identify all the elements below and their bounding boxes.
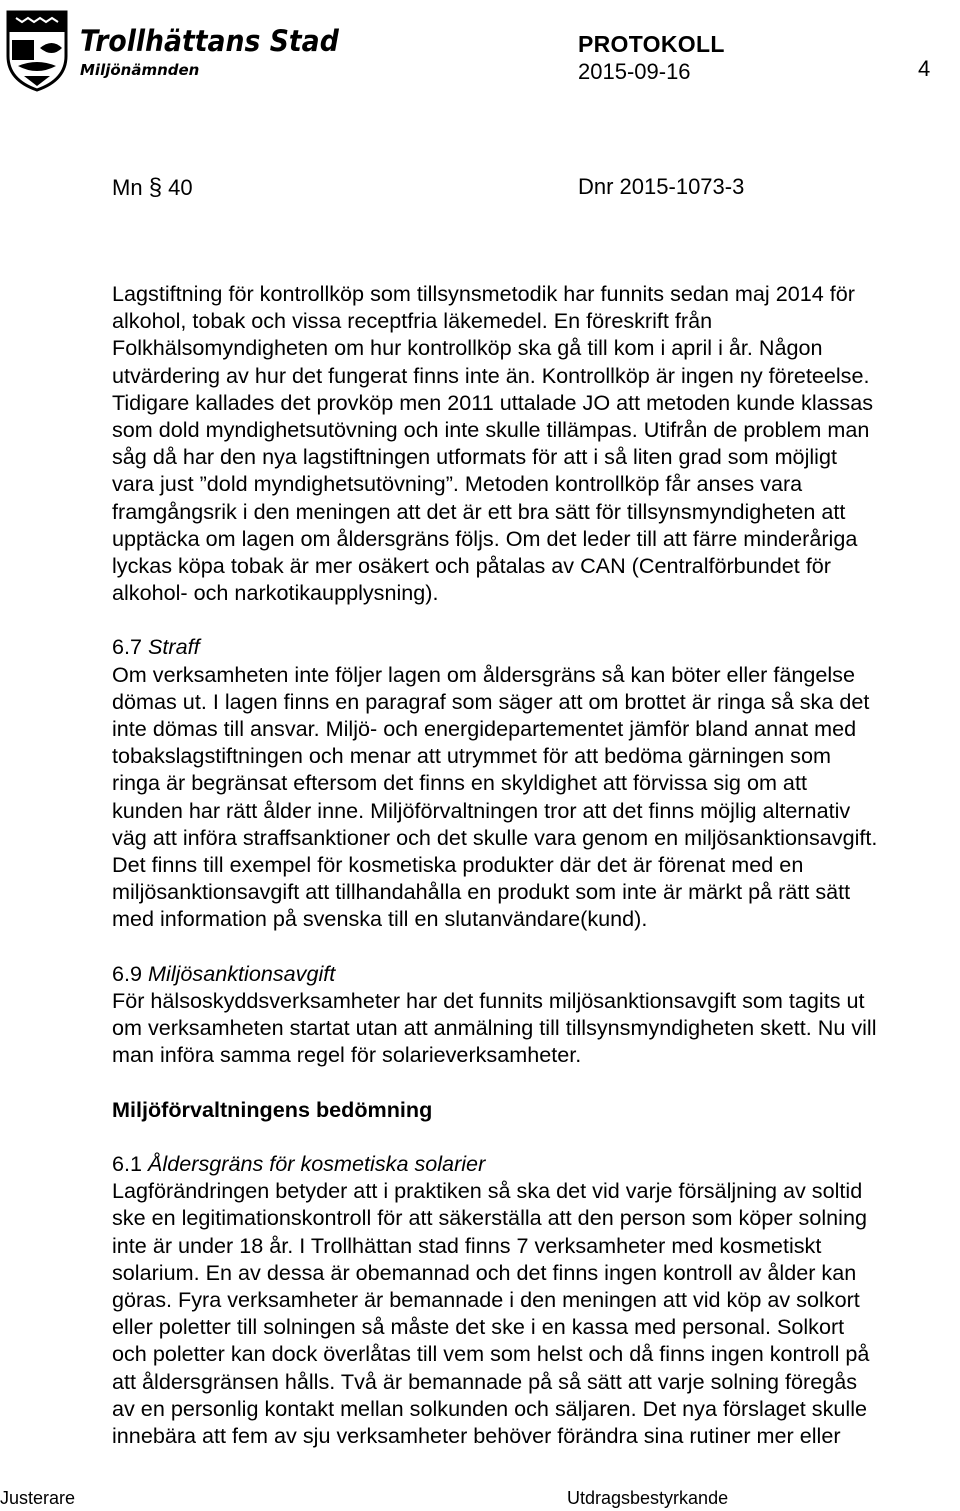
heading-title: Åldersgräns för kosmetiska solarier: [148, 1151, 486, 1176]
text-line: Tidigare kallades det provköp men 2011 uttalade JO att metoden kunde klassas: [112, 389, 874, 415]
text-line: av en personlig kontakt mellan solkunden och säljaren. Det nya förslaget skulle: [112, 1395, 868, 1421]
municipality-crest-logo: [4, 4, 70, 92]
text-line: man införa samma regel för solarieverksamheter.: [112, 1042, 582, 1068]
meeting-prefix: Mn: [112, 175, 143, 200]
heading-straff: [112, 633, 960, 660]
footer-utdragsbestyrkande: Utdragsbestyrkande: [567, 1488, 729, 1508]
text-line: kunden har rätt ålder inne. Miljöförvaltningen tror att det finns möjlig alternativ: [112, 797, 851, 823]
document-type: PROTOKOLL: [578, 31, 725, 57]
paragraph-miljosanktionsavgift: [112, 987, 960, 1069]
dnr-reference: Dnr 2015-1073-3: [578, 174, 745, 199]
text-line: alkohol, tobak och vissa receptfria läkemedel. En föreskrift från: [112, 308, 713, 334]
heading-number: 6.7: [112, 634, 143, 660]
text-line: att åldersgränsen hålls. Två är bemannade på så sätt att varje solning föregås: [112, 1368, 858, 1394]
text-line: alkohol- och narkotikaupplysning).: [112, 580, 439, 606]
section-symbol: §: [148, 174, 163, 201]
heading-number: 6.1: [112, 1151, 143, 1176]
text-line: lyckas köpa tobak är mer osäkert och påtalas av CAN (Centralförbundet för: [112, 552, 831, 578]
text-line: miljösanktionsavgift att tillhandahålla en produkt som inte är märkt på rätt sätt: [112, 879, 851, 905]
paragraph-straff: [112, 661, 960, 933]
heading-miljosanktionsavgift: [112, 960, 960, 987]
text-line: Det finns till exempel för kosmetiska produkter där det är förenat med en: [112, 851, 804, 877]
text-line: göras. Fyra verksamheter är bemannade i den meningen att vid köp av solkort: [112, 1286, 860, 1312]
footer-justerare: Justerare: [0, 1488, 76, 1508]
text-line: upptäcka om lagen om åldersgräns följs. Om det leder till att färre minderåriga: [112, 525, 858, 551]
text-line: och poletter kan dock överlåtas till vem som helst och då finns ingen kontroll på: [112, 1341, 870, 1367]
text-line: innebära att fem av sju verksamheter behöver förändra sina rutiner mer eller: [112, 1422, 841, 1448]
text-line: vara just ”dold myndighetsutövning”. Metoden kontrollköp får anses vara: [112, 471, 803, 497]
text-line: ringa är begränsat eftersom det finns en skyldighet att förvissa sig om att: [112, 770, 807, 796]
text-line: inte dömas till ansvar. Miljö- och energidepartementet jämför bland annat med: [112, 716, 857, 741]
section-number: 40: [168, 175, 193, 200]
text-line: Lagstiftning för kontrollköp som tillsynsmetodik har funnits sedan maj 2014 för: [112, 281, 855, 306]
text-line: tobakslagstiftningen och menar att utrymmet för att bedöma gärningen som: [112, 743, 831, 769]
text-line: med information på svenska till en slutanvändare(kund).: [112, 906, 648, 932]
heading-aldersgrans: [112, 1150, 960, 1177]
text-line: inte är under 18 år. I Trollhättan stad finns 7 verksamheter med kosmetiskt: [112, 1232, 822, 1258]
text-line: om verksamheten startat utan att anmälning till tillsynsmyndigheten skett. Nu vill: [112, 1015, 877, 1041]
org-name: Trollhättans Stad: [80, 24, 339, 58]
text-line: framgångsrik i den meningen att det är ett bra sätt för tillsynsmyndigheten att: [112, 498, 846, 524]
text-line: som dold myndighetsutövning och inte skulle tillämpas. Utifrån de problem man: [112, 416, 870, 442]
section-reference: [112, 174, 193, 202]
paragraph-kontrollkop: [112, 280, 960, 606]
text-line: För hälsoskyddsverksamheter har det funnits miljösanktionsavgift som tagits ut: [112, 987, 865, 1013]
text-line: eller poletter till solningen så måste det ske i en kassa med personal. Solkort: [112, 1314, 845, 1340]
heading-title: Straff: [148, 634, 200, 660]
text-line: väg att införa straffsanktioner och det skulle vara genom en miljösanktionsavgift.: [112, 824, 878, 850]
text-line: ske en legitimationskontroll för att säkerställa att den person som köper solning: [112, 1205, 867, 1231]
text-line: Folkhälsomyndigheten om hur kontrollköp ska gå till kom i april i år. Någon: [112, 335, 823, 361]
text-line: solarium. En av dessa är obemannad och det finns ingen kontroll av ålder kan: [112, 1259, 857, 1285]
paragraph-aldersgrans: [112, 1177, 960, 1449]
page-number: 4: [918, 56, 931, 81]
heading-bedomning: Miljöförvaltningens bedömning: [112, 1096, 433, 1122]
text-line: utvärdering av hur det fungerat finns inte än. Kontrollköp är ingen ny företeelse.: [112, 362, 870, 388]
heading-title: Miljösanktionsavgift: [148, 960, 336, 986]
heading-number: 6.9: [112, 960, 143, 986]
text-line: Lagförändringen betyder att i praktiken så ska det vid varje försäljning av soltid: [112, 1178, 863, 1204]
document-date: 2015-09-16: [578, 59, 691, 84]
text-line: Om verksamheten inte följer lagen om åldersgräns så kan böter eller fängelse: [112, 661, 855, 687]
document-body: [112, 280, 960, 1449]
text-line: såg då har den nya lagstiftningen utformats för att i så liten grad som möjligt: [112, 444, 837, 470]
org-department: Miljönämnden: [80, 61, 200, 79]
text-line: dömas ut. I lagen finns en paragraf som säger att om brottet är ringa så ska det: [112, 688, 870, 714]
